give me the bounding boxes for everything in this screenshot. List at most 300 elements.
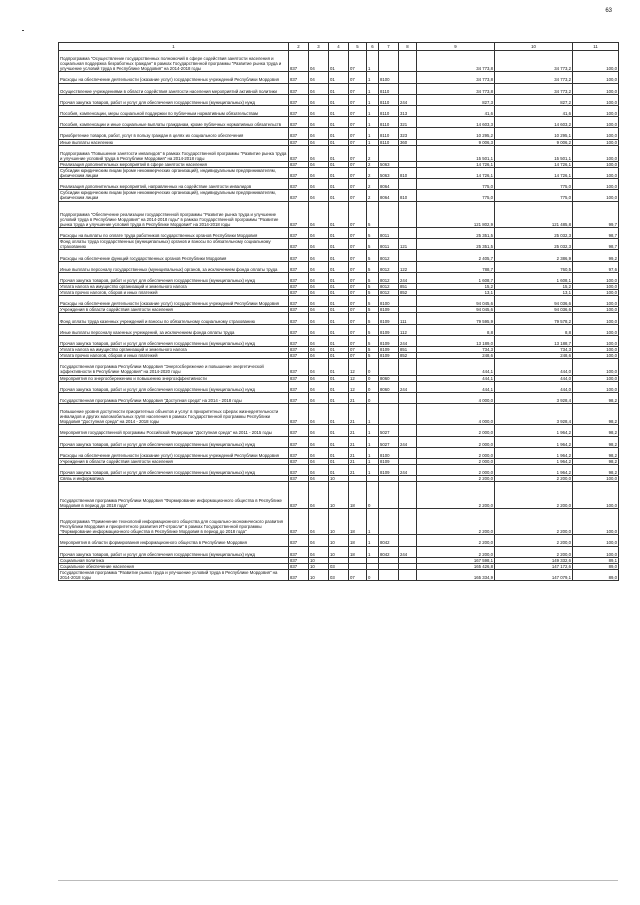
row-cell-c9: 13 189,0 [417, 335, 495, 346]
row-cell-c8: 244 [399, 272, 417, 283]
row-cell-c5: 07 [349, 353, 367, 359]
row-cell-c4: 01 [329, 296, 349, 307]
table-body [59, 51, 619, 581]
row-cell-c8 [399, 482, 417, 509]
row-cell-c10: 41,6 [495, 105, 573, 116]
row-cell-c10: 34 773,2 [495, 83, 573, 94]
row-cell-c7 [379, 482, 399, 509]
row-cell-c2: 837 [289, 563, 309, 569]
row-cell-c4: 01 [329, 51, 349, 72]
row-cell-c11: 100,0 [573, 51, 619, 72]
row-cell-c3: 10 [309, 563, 329, 569]
row-name-cell: Учреждения в области содействия занятости населения [59, 458, 289, 464]
row-cell-c3: 04 [309, 83, 329, 94]
row-cell-c5: 07 [349, 161, 367, 167]
row-cell-c9: 2 200,0 [417, 546, 495, 557]
row-name-cell: Уплата прочих налогов, сборов и иных платежей [59, 290, 289, 296]
row-cell-c2: 837 [289, 458, 309, 464]
row-cell-c11: 100,0 [573, 375, 619, 381]
row-cell-c7: 5063 [379, 168, 399, 179]
row-cell-c10: 3 928,4 [495, 392, 573, 403]
table-row [59, 465, 619, 476]
row-cell-c2: 837 [289, 347, 309, 353]
row-cell-c3: 04 [309, 375, 329, 381]
row-cell-c11: 98,2 [573, 447, 619, 458]
row-cell-c10: 149 332,6 [495, 557, 573, 563]
row-cell-c8 [399, 359, 417, 375]
row-cell-c5: 07 [349, 250, 367, 261]
row-cell-c10: 3 928,4 [495, 403, 573, 424]
row-cell-c10: 15 501,1 [495, 145, 573, 161]
row-cell-c11: 98,7 [573, 239, 619, 250]
table-row [59, 381, 619, 392]
row-cell-c7: 8110 [379, 117, 399, 128]
row-cell-c6: 0 [367, 392, 379, 403]
row-cell-c3: 04 [309, 261, 329, 272]
row-cell-c2: 837 [289, 535, 309, 546]
table-row [59, 535, 619, 546]
row-cell-c6: 1 [367, 72, 379, 83]
row-cell-c3: 04 [309, 139, 329, 145]
row-cell-c8: 313 [399, 105, 417, 116]
row-cell-c11: 98,2 [573, 458, 619, 464]
row-cell-c10: 2 200,0 [495, 482, 573, 509]
row-name-cell: Фонд оплаты труда государственных (муниципальных) органов и взносы по обязательному социальному страхованию [59, 239, 289, 250]
row-name-cell: Социальное обеспечение населения [59, 563, 289, 569]
row-cell-c10: 10 295,1 [495, 128, 573, 139]
row-cell-c11: 100,0 [573, 324, 619, 335]
table-row [59, 94, 619, 105]
row-cell-c3: 04 [309, 476, 329, 482]
row-cell-c2: 837 [289, 105, 309, 116]
row-cell-c5: 18 [349, 546, 367, 557]
row-name-cell: Государственная программа Республики Мордовия "Доступная среда" на 2014 - 2018 годы [59, 392, 289, 403]
row-cell-c9: 444,1 [417, 375, 495, 381]
row-cell-c3: 04 [309, 347, 329, 353]
row-cell-c7: 8012 [379, 284, 399, 290]
row-cell-c3: 04 [309, 201, 329, 228]
row-cell-c3: 04 [309, 228, 329, 239]
column-number-row [59, 43, 619, 51]
row-cell-c2: 837 [289, 447, 309, 458]
row-cell-c7: 8012 [379, 261, 399, 272]
row-cell-c4: 01 [329, 335, 349, 346]
row-cell-c11: 100,0 [573, 128, 619, 139]
row-cell-c4: 01 [329, 447, 349, 458]
row-cell-c11: 100,0 [573, 347, 619, 353]
table-row [59, 392, 619, 403]
row-cell-c4: 01 [329, 359, 349, 375]
row-cell-c11: 98,2 [573, 392, 619, 403]
row-cell-c4: 01 [329, 403, 349, 424]
row-cell-c3: 04 [309, 392, 329, 403]
row-cell-c7: 8100 [379, 447, 399, 458]
row-cell-c11: 100,0 [573, 139, 619, 145]
row-cell-c4: 01 [329, 72, 349, 83]
row-cell-c4: 10 [329, 476, 349, 482]
row-cell-c8: 122 [399, 261, 417, 272]
row-cell-c10: 2 200,0 [495, 476, 573, 482]
row-cell-c11: 100,0 [573, 482, 619, 509]
row-name-cell: Осуществление учреждениями в области содействия занятости населения мероприятий активной политики [59, 83, 289, 94]
row-cell-c10: 94 036,6 [495, 296, 573, 307]
row-cell-c10: 34 773,2 [495, 72, 573, 83]
row-cell-c3: 04 [309, 359, 329, 375]
row-cell-c11: 89,1 [573, 557, 619, 563]
row-cell-c8 [399, 51, 417, 72]
row-cell-c6: 1 [367, 83, 379, 94]
row-cell-c7: 8109 [379, 458, 399, 464]
row-cell-c9: 2 000,0 [417, 465, 495, 476]
row-cell-c5: 07 [349, 569, 367, 580]
row-name-cell: Мероприятия по энергосбережению и повышению энергоэффективности [59, 375, 289, 381]
row-cell-c5: 21 [349, 403, 367, 424]
row-cell-c9: 2 200,0 [417, 535, 495, 546]
row-cell-c6: 1 [367, 458, 379, 464]
row-cell-c11: 100,0 [573, 117, 619, 128]
table-row [59, 296, 619, 307]
row-cell-c5: 07 [349, 296, 367, 307]
row-cell-c11: 100,0 [573, 179, 619, 190]
row-cell-c7 [379, 508, 399, 535]
table-row [59, 508, 619, 535]
row-cell-c8: 244 [399, 335, 417, 346]
row-cell-c10: 14 726,1 [495, 161, 573, 167]
row-cell-c7: 8109 [379, 353, 399, 359]
row-cell-c11: 100,0 [573, 535, 619, 546]
row-cell-c8: 244 [399, 94, 417, 105]
column-header-2: 2 [289, 43, 309, 51]
row-cell-c4: 01 [329, 392, 349, 403]
table-row [59, 239, 619, 250]
row-cell-c6: 1 [367, 51, 379, 72]
row-cell-c3: 10 [309, 557, 329, 563]
row-cell-c8: 244 [399, 465, 417, 476]
row-cell-c8 [399, 392, 417, 403]
row-name-cell: Связь и информатика [59, 476, 289, 482]
row-cell-c4: 01 [329, 239, 349, 250]
row-cell-c6: 2 [367, 190, 379, 201]
row-cell-c2: 837 [289, 201, 309, 228]
row-cell-c10: 444,0 [495, 359, 573, 375]
row-cell-c10: 775,0 [495, 179, 573, 190]
row-cell-c9: 248,6 [417, 353, 495, 359]
row-cell-c3: 04 [309, 284, 329, 290]
row-cell-c3: 04 [309, 161, 329, 167]
row-cell-c7: 8011 [379, 239, 399, 250]
row-cell-c2: 837 [289, 190, 309, 201]
row-cell-c6: 1 [367, 546, 379, 557]
row-cell-c9: 1 608,7 [417, 272, 495, 283]
row-cell-c6: 5 [367, 228, 379, 239]
row-cell-c9: 4 000,0 [417, 403, 495, 424]
row-cell-c6: 5 [367, 335, 379, 346]
row-cell-c2: 837 [289, 569, 309, 580]
row-cell-c11: 100,0 [573, 272, 619, 283]
row-cell-c7: 8042 [379, 535, 399, 546]
row-cell-c2: 837 [289, 296, 309, 307]
row-cell-c5: 21 [349, 447, 367, 458]
row-cell-c7 [379, 51, 399, 72]
row-cell-c2: 837 [289, 261, 309, 272]
row-name-cell: Учреждения в области содействия занятости населения [59, 307, 289, 313]
row-cell-c9: 94 045,6 [417, 296, 495, 307]
row-cell-c9: 14 726,1 [417, 161, 495, 167]
row-cell-c7: 8042 [379, 546, 399, 557]
row-cell-c10: 13 188,7 [495, 335, 573, 346]
row-cell-c7: 8110 [379, 94, 399, 105]
row-cell-c6: 5 [367, 201, 379, 228]
column-header-4: 4 [329, 43, 349, 51]
row-cell-c11: 99,2 [573, 250, 619, 261]
row-cell-c5: 18 [349, 508, 367, 535]
row-cell-c6: 1 [367, 436, 379, 447]
row-cell-c5: 07 [349, 335, 367, 346]
row-cell-c8: 810 [399, 190, 417, 201]
row-cell-c6: 2 [367, 145, 379, 161]
table-row [59, 569, 619, 580]
row-cell-c2: 837 [289, 324, 309, 335]
row-cell-c2: 837 [289, 139, 309, 145]
row-cell-c9: 94 045,6 [417, 307, 495, 313]
row-cell-c4: 10 [329, 482, 349, 509]
row-cell-c2: 837 [289, 228, 309, 239]
row-cell-c3: 04 [309, 403, 329, 424]
page-number: 63 [605, 8, 612, 14]
row-cell-c6: 0 [367, 482, 379, 509]
row-cell-c11: 98,2 [573, 465, 619, 476]
column-header-11: 11 [573, 43, 619, 51]
row-cell-c8: 244 [399, 546, 417, 557]
row-cell-c3: 04 [309, 290, 329, 296]
row-cell-c6: 1 [367, 425, 379, 436]
row-cell-c11: 100,0 [573, 307, 619, 313]
row-cell-c9: 9 006,3 [417, 139, 495, 145]
row-name-cell: Государственная программа Республики Мордовия "Энергосбережение и повышение энергетической эффективности в Республике Мордовия" на 2014-2020 годы [59, 359, 289, 375]
row-cell-c11: 100,0 [573, 335, 619, 346]
row-cell-c9: 15,2 [417, 284, 495, 290]
row-cell-c4: 03 [329, 569, 349, 580]
column-header-7: 7 [379, 43, 399, 51]
row-cell-c4: 01 [329, 436, 349, 447]
row-cell-c10: 34 773,2 [495, 51, 573, 72]
row-cell-c2: 837 [289, 290, 309, 296]
row-name-cell: Иные выплаты персоналу государственных (муниципальных) органов, за исключением фонда оплаты труда [59, 261, 289, 272]
bottom-edge-line [58, 880, 618, 881]
row-name-cell: Уплата налога на имущество организаций и земельного налога [59, 347, 289, 353]
row-cell-c9: 165 334,9 [417, 569, 495, 580]
row-cell-c6: 5 [367, 239, 379, 250]
row-cell-c4: 01 [329, 313, 349, 324]
table-row [59, 145, 619, 161]
row-cell-c3: 04 [309, 250, 329, 261]
row-cell-c7: 8012 [379, 272, 399, 283]
row-cell-c6: 1 [367, 105, 379, 116]
row-cell-c11: 100,0 [573, 168, 619, 179]
row-cell-c10: 1 964,2 [495, 458, 573, 464]
row-cell-c3: 04 [309, 128, 329, 139]
row-cell-c9: 10 295,2 [417, 128, 495, 139]
row-cell-c6: 5 [367, 307, 379, 313]
row-cell-c10: 147 172,6 [495, 563, 573, 569]
row-cell-c2: 837 [289, 72, 309, 83]
row-cell-c10: 1 964,2 [495, 425, 573, 436]
row-cell-c8 [399, 425, 417, 436]
row-cell-c8: 852 [399, 290, 417, 296]
row-cell-c11: 100,0 [573, 359, 619, 375]
row-name-cell: Подпрограмма "Применение технологий информационного общества для социально-экономического развития Республики Мордовия и приоритетного развития ИТ-отрасли" в рамках Государственной программы "Формирование информационного общества в Республике Мордовия в период до 2018 года" [59, 508, 289, 535]
row-cell-c10: 1 964,2 [495, 436, 573, 447]
row-cell-c9: 25 351,5 [417, 228, 495, 239]
row-cell-c2: 837 [289, 425, 309, 436]
row-cell-c4: 01 [329, 272, 349, 283]
row-cell-c6: 0 [367, 381, 379, 392]
row-cell-c3: 04 [309, 72, 329, 83]
row-cell-c8: 810 [399, 168, 417, 179]
row-cell-c4: 10 [329, 535, 349, 546]
row-cell-c3: 04 [309, 117, 329, 128]
row-cell-c2: 837 [289, 313, 309, 324]
row-cell-c5: 21 [349, 436, 367, 447]
scan-speck [22, 30, 24, 31]
row-cell-c3: 04 [309, 353, 329, 359]
row-cell-c4: 01 [329, 179, 349, 190]
row-name-cell: Прочая закупка товаров, работ и услуг для обеспечения государственных (муниципальных) нужд [59, 546, 289, 557]
row-name-cell: Социальная политика [59, 557, 289, 563]
row-cell-c8 [399, 447, 417, 458]
row-cell-c9: 34 773,8 [417, 51, 495, 72]
row-cell-c3: 10 [309, 569, 329, 580]
row-cell-c2: 837 [289, 335, 309, 346]
row-cell-c3: 04 [309, 272, 329, 283]
row-cell-c5: 07 [349, 94, 367, 105]
row-cell-c6: 5 [367, 296, 379, 307]
row-cell-c2: 837 [289, 179, 309, 190]
row-cell-c8 [399, 83, 417, 94]
row-cell-c4: 01 [329, 161, 349, 167]
row-name-cell: Иные выплаты персоналу казенных учреждений, за исключением фонда оплаты труда [59, 324, 289, 335]
row-cell-c9: 79 595,9 [417, 313, 495, 324]
row-name-cell: Расходы на обеспечение деятельности (оказание услуг) государственных учреждений Республики Мордовия [59, 447, 289, 458]
row-cell-c11: 100,0 [573, 145, 619, 161]
row-cell-c3: 04 [309, 239, 329, 250]
row-cell-c11: 100,0 [573, 476, 619, 482]
row-cell-c11: 100,0 [573, 83, 619, 94]
row-cell-c5: 12 [349, 381, 367, 392]
row-cell-c5: 07 [349, 72, 367, 83]
row-cell-c6: 1 [367, 94, 379, 105]
row-cell-c7: 8012 [379, 250, 399, 261]
row-cell-c10: 147 079,1 [495, 569, 573, 580]
row-cell-c9: 2 200,0 [417, 508, 495, 535]
row-cell-c4: 01 [329, 201, 349, 228]
column-header-10: 10 [495, 43, 573, 51]
row-cell-c9: 734,3 [417, 347, 495, 353]
row-cell-c3: 04 [309, 313, 329, 324]
row-cell-c6: 5 [367, 290, 379, 296]
row-cell-c11: 100,0 [573, 161, 619, 167]
row-cell-c5: 07 [349, 261, 367, 272]
row-cell-c10: 248,6 [495, 353, 573, 359]
row-cell-c8: 323 [399, 128, 417, 139]
table-row [59, 546, 619, 557]
row-cell-c6: 1 [367, 508, 379, 535]
row-cell-c10: 79 578,2 [495, 313, 573, 324]
row-cell-c11: 100,0 [573, 353, 619, 359]
row-cell-c5: 12 [349, 359, 367, 375]
table-row [59, 335, 619, 346]
row-cell-c9: 25 351,5 [417, 239, 495, 250]
row-cell-c10: 9 006,2 [495, 139, 573, 145]
row-cell-c8: 244 [399, 381, 417, 392]
row-cell-c3: 04 [309, 381, 329, 392]
row-cell-c10: 775,0 [495, 190, 573, 201]
row-name-cell: Пособия, компенсации, меры социальной поддержки по публичным нормативным обязательствам [59, 105, 289, 116]
row-cell-c5: 18 [349, 535, 367, 546]
row-cell-c9: 444,1 [417, 381, 495, 392]
row-cell-c11: 98,2 [573, 403, 619, 424]
row-cell-c5: 07 [349, 179, 367, 190]
row-cell-c11: 89,0 [573, 569, 619, 580]
row-cell-c8: 360 [399, 139, 417, 145]
row-cell-c10: 827,2 [495, 94, 573, 105]
row-cell-c3: 04 [309, 535, 329, 546]
row-cell-c8: 111 [399, 313, 417, 324]
row-cell-c7: 8109 [379, 347, 399, 353]
row-cell-c9: 167 598,1 [417, 557, 495, 563]
row-cell-c9: 15 501,1 [417, 145, 495, 161]
row-cell-c10: 2 200,0 [495, 508, 573, 535]
row-cell-c10: 14 603,2 [495, 117, 573, 128]
row-cell-c2: 837 [289, 94, 309, 105]
row-cell-c4: 01 [329, 105, 349, 116]
row-cell-c5: 07 [349, 83, 367, 94]
table-row [59, 190, 619, 201]
row-cell-c7: 8011 [379, 228, 399, 239]
row-cell-c5: 07 [349, 228, 367, 239]
row-cell-c5: 07 [349, 105, 367, 116]
row-cell-c11: 100,0 [573, 94, 619, 105]
row-cell-c10: 734,3 [495, 347, 573, 353]
row-cell-c8: 121 [399, 239, 417, 250]
row-cell-c3: 04 [309, 482, 329, 509]
row-cell-c10: 25 032,3 [495, 239, 573, 250]
row-name-cell: Уплата прочих налогов, сборов и иных платежей [59, 353, 289, 359]
row-cell-c2: 837 [289, 476, 309, 482]
row-cell-c6: 1 [367, 139, 379, 145]
column-header-6: 6 [367, 43, 379, 51]
row-name-cell: Прочая закупка товаров, работ и услуг для обеспечения государственных (муниципальных) нужд [59, 465, 289, 476]
row-cell-c9: 2 000,0 [417, 436, 495, 447]
row-cell-c4: 01 [329, 250, 349, 261]
row-cell-c7 [379, 569, 399, 580]
row-cell-c5: 07 [349, 307, 367, 313]
row-name-cell: Прочая закупка товаров, работ и услуг для обеспечения государственных (муниципальных) нужд [59, 381, 289, 392]
row-cell-c6: 5 [367, 313, 379, 324]
row-cell-c9: 775,0 [417, 179, 495, 190]
row-cell-c2: 837 [289, 353, 309, 359]
row-cell-c6: 5 [367, 324, 379, 335]
row-cell-c9: 8,8 [417, 324, 495, 335]
row-cell-c5: 07 [349, 139, 367, 145]
row-cell-c11: 98,2 [573, 425, 619, 436]
row-cell-c2: 837 [289, 117, 309, 128]
row-cell-c11: 89,0 [573, 563, 619, 569]
row-cell-c4: 01 [329, 284, 349, 290]
row-cell-c9: 13,1 [417, 290, 495, 296]
row-cell-c4: 01 [329, 94, 349, 105]
row-cell-c4: 01 [329, 117, 349, 128]
